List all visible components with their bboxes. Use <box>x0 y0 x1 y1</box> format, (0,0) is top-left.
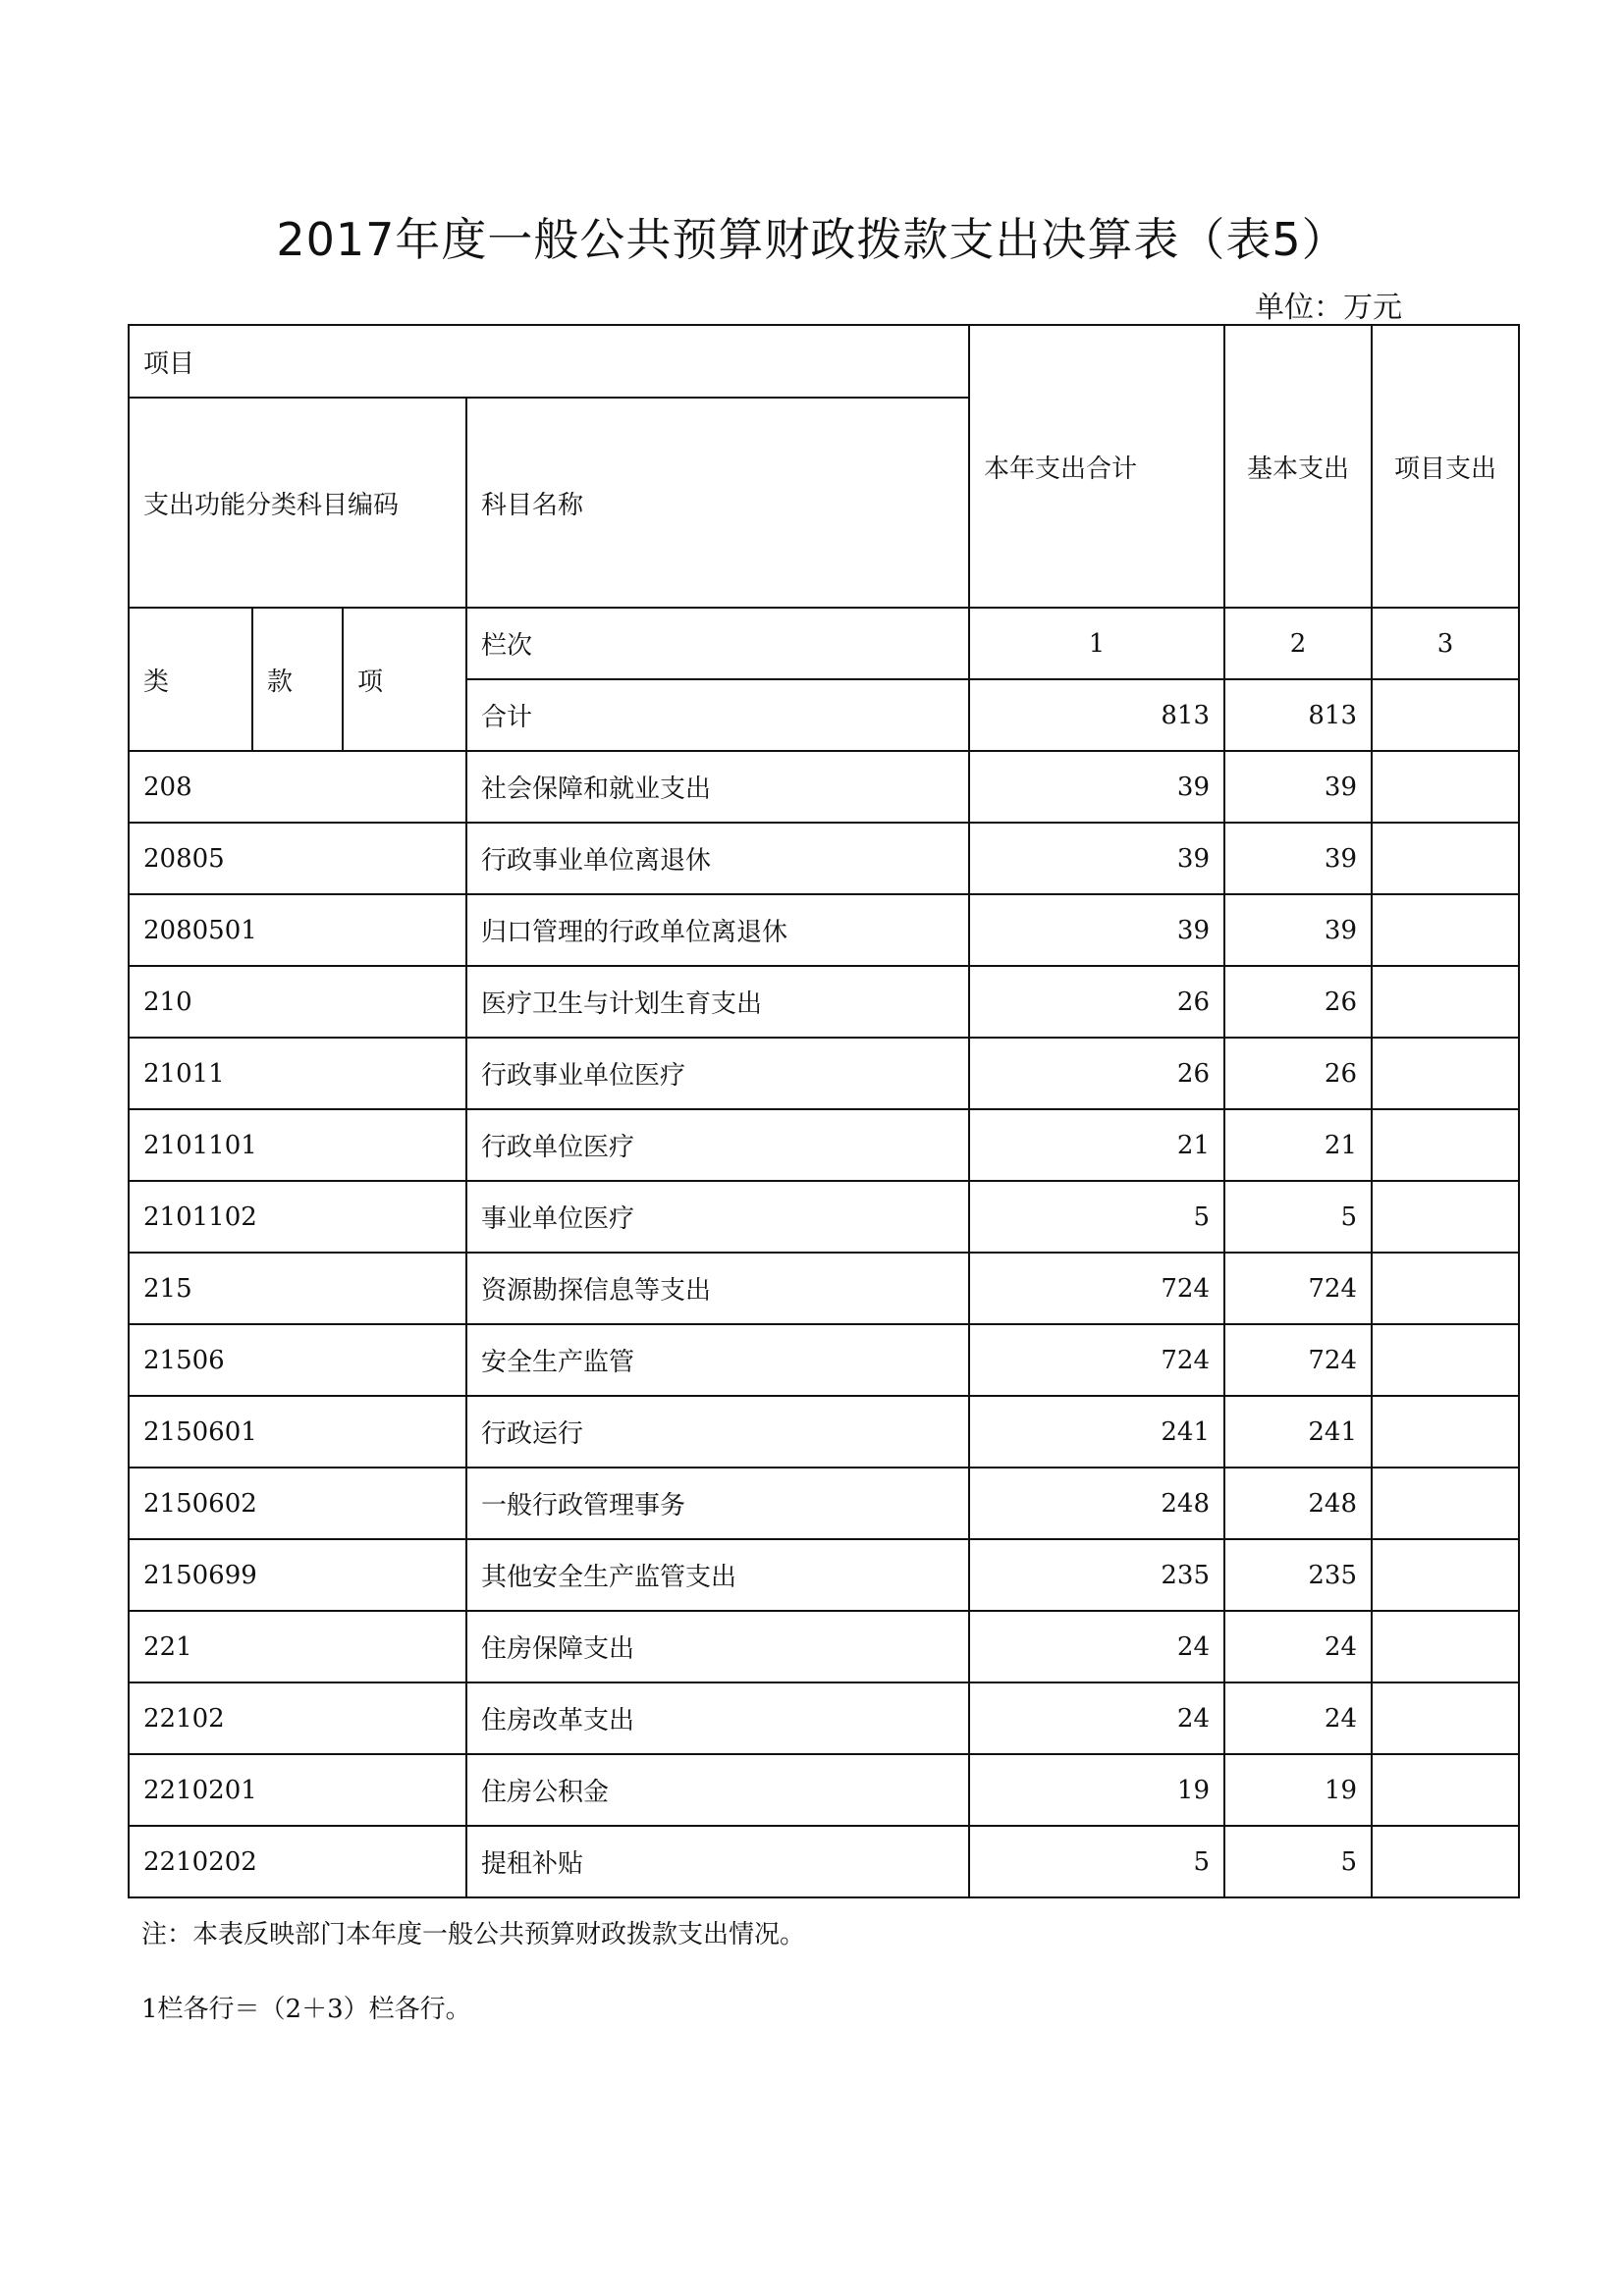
row-basic: 235 <box>1224 1539 1372 1611</box>
total-project <box>1372 679 1519 751</box>
row-total: 24 <box>969 1682 1224 1754</box>
table-row <box>129 1826 1519 1897</box>
row-basic: 19 <box>1224 1754 1372 1826</box>
row-code: 21506 <box>129 1324 466 1396</box>
row-name: 行政事业单位医疗 <box>466 1038 969 1109</box>
total-label: 合计 <box>466 679 969 751</box>
row-basic: 724 <box>1224 1324 1372 1396</box>
row-basic: 241 <box>1224 1396 1372 1468</box>
row-project <box>1372 823 1519 894</box>
header-col1: 1 <box>969 608 1224 679</box>
table-row <box>129 1682 1519 1754</box>
row-code: 21011 <box>129 1038 466 1109</box>
row-total: 5 <box>969 1826 1224 1897</box>
row-total: 241 <box>969 1396 1224 1468</box>
header-name-label: 科目名称 <box>466 398 969 608</box>
total-sum: 813 <box>969 679 1224 751</box>
table-row <box>129 1181 1519 1253</box>
row-name: 其他安全生产监管支出 <box>466 1539 969 1611</box>
row-basic: 24 <box>1224 1611 1372 1682</box>
header-col3: 3 <box>1372 608 1519 679</box>
row-name: 行政单位医疗 <box>466 1109 969 1181</box>
data-rows <box>129 751 1519 1897</box>
row-basic: 39 <box>1224 894 1372 966</box>
header-col-total: 本年支出合计 <box>969 325 1224 608</box>
row-project <box>1372 1682 1519 1754</box>
row-project <box>1372 1109 1519 1181</box>
row-project <box>1372 966 1519 1038</box>
table-row <box>129 1038 1519 1109</box>
row-total: 19 <box>969 1754 1224 1826</box>
row-name: 一般行政管理事务 <box>466 1468 969 1539</box>
row-project <box>1372 1826 1519 1897</box>
row-basic: 26 <box>1224 966 1372 1038</box>
page-title: 2017年度一般公共预算财政拨款支出决算表（表5） <box>276 213 1348 266</box>
row-name: 住房改革支出 <box>466 1682 969 1754</box>
row-code: 2210201 <box>129 1754 466 1826</box>
row-project <box>1372 1611 1519 1682</box>
table-row <box>129 894 1519 966</box>
row-project <box>1372 1468 1519 1539</box>
row-total: 26 <box>969 1038 1224 1109</box>
header-project: 项目 <box>129 325 969 398</box>
row-project <box>1372 1181 1519 1253</box>
row-name: 行政运行 <box>466 1396 969 1468</box>
table-row <box>129 1468 1519 1539</box>
total-basic: 813 <box>1224 679 1372 751</box>
header-col-project: 项目支出 <box>1372 325 1519 608</box>
header-code-label: 支出功能分类科目编码 <box>129 398 466 608</box>
row-code: 22102 <box>129 1682 466 1754</box>
row-total: 21 <box>969 1109 1224 1181</box>
row-total: 39 <box>969 894 1224 966</box>
row-total: 724 <box>969 1324 1224 1396</box>
row-project <box>1372 1253 1519 1324</box>
table-row <box>129 823 1519 894</box>
row-name: 资源勘探信息等支出 <box>466 1253 969 1324</box>
row-code: 2101102 <box>129 1181 466 1253</box>
row-total: 248 <box>969 1468 1224 1539</box>
row-code: 215 <box>129 1253 466 1324</box>
unit-label: 单位：万元 <box>1255 291 1402 325</box>
row-name: 安全生产监管 <box>466 1324 969 1396</box>
row-code: 221 <box>129 1611 466 1682</box>
row-code: 2101101 <box>129 1109 466 1181</box>
row-name: 事业单位医疗 <box>466 1181 969 1253</box>
row-name: 归口管理的行政单位离退休 <box>466 894 969 966</box>
row-project <box>1372 1038 1519 1109</box>
row-code: 2150699 <box>129 1539 466 1611</box>
note-line-2: 1栏各行＝（2＋3）栏各行。 <box>141 1995 471 2024</box>
row-code: 2150601 <box>129 1396 466 1468</box>
row-total: 5 <box>969 1181 1224 1253</box>
row-basic: 248 <box>1224 1468 1372 1539</box>
row-basic: 39 <box>1224 751 1372 823</box>
row-basic: 21 <box>1224 1109 1372 1181</box>
table-row <box>129 966 1519 1038</box>
row-name: 医疗卫生与计划生育支出 <box>466 966 969 1038</box>
row-project <box>1372 751 1519 823</box>
row-name: 社会保障和就业支出 <box>466 751 969 823</box>
table-row <box>129 751 1519 823</box>
row-basic: 5 <box>1224 1181 1372 1253</box>
row-code: 20805 <box>129 823 466 894</box>
header-col2: 2 <box>1224 608 1372 679</box>
row-name: 行政事业单位离退休 <box>466 823 969 894</box>
table-row <box>129 1754 1519 1826</box>
row-name: 住房公积金 <box>466 1754 969 1826</box>
row-basic: 39 <box>1224 823 1372 894</box>
table-row <box>129 1611 1519 1682</box>
expenditure-table <box>128 324 1520 1898</box>
note-line-1: 注：本表反映部门本年度一般公共预算财政拨款支出情况。 <box>141 1920 806 1949</box>
row-code: 208 <box>129 751 466 823</box>
row-project <box>1372 1396 1519 1468</box>
row-basic: 724 <box>1224 1253 1372 1324</box>
table-row <box>129 1396 1519 1468</box>
row-total: 26 <box>969 966 1224 1038</box>
row-name: 提租补贴 <box>466 1826 969 1897</box>
row-code: 2080501 <box>129 894 466 966</box>
row-name: 住房保障支出 <box>466 1611 969 1682</box>
row-basic: 5 <box>1224 1826 1372 1897</box>
row-total: 724 <box>969 1253 1224 1324</box>
row-basic: 24 <box>1224 1682 1372 1754</box>
header-lei: 类 <box>129 608 252 751</box>
table-row <box>129 1324 1519 1396</box>
row-basic: 26 <box>1224 1038 1372 1109</box>
row-total: 39 <box>969 823 1224 894</box>
table-row <box>129 1539 1519 1611</box>
row-project <box>1372 1324 1519 1396</box>
row-total: 235 <box>969 1539 1224 1611</box>
header-lanci: 栏次 <box>466 608 969 679</box>
row-code: 2150602 <box>129 1468 466 1539</box>
header-kuan: 款 <box>252 608 343 751</box>
table-row <box>129 1109 1519 1181</box>
row-code: 2210202 <box>129 1826 466 1897</box>
row-project <box>1372 1754 1519 1826</box>
row-total: 39 <box>969 751 1224 823</box>
row-code: 210 <box>129 966 466 1038</box>
row-total: 24 <box>969 1611 1224 1682</box>
header-col-basic: 基本支出 <box>1224 325 1372 608</box>
row-project <box>1372 894 1519 966</box>
header-xiang: 项 <box>343 608 466 751</box>
row-project <box>1372 1539 1519 1611</box>
table-row <box>129 1253 1519 1324</box>
